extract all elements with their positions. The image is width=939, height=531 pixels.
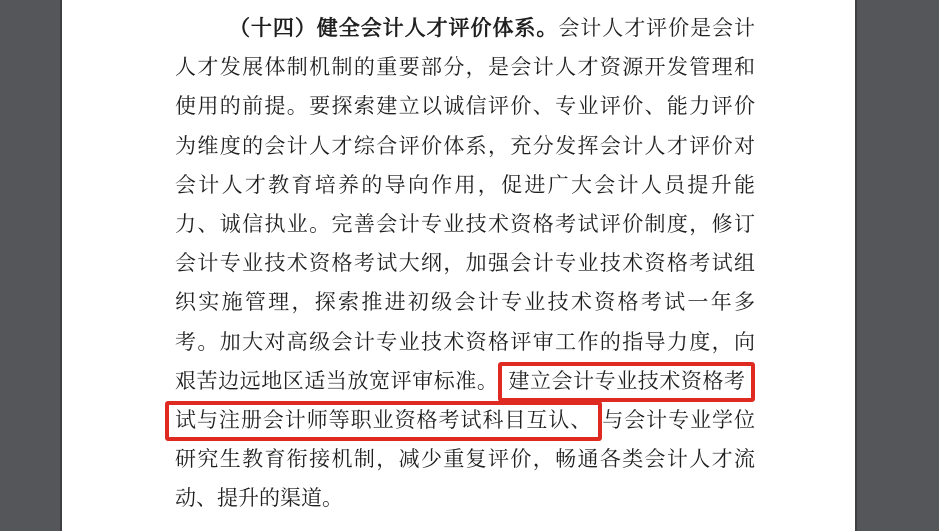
- section-heading: （十四）健全会计人才评价体系。: [228, 16, 559, 40]
- paragraph-indent: [175, 34, 228, 35]
- highlight-box-2: 试与注册会计师等职业资格考试科目互认、: [165, 401, 602, 441]
- text-line-11: [175, 401, 755, 440]
- line-text: 织实施管理，探索推进初级会计专业技术资格考试一年多: [175, 290, 755, 315]
- line-text: 艰苦边远地区适当放宽评审标准。: [175, 368, 499, 393]
- text-line-9: [175, 323, 755, 362]
- line-text: 力、诚信执业。完善会计专业技术资格考试评价制度，修订: [175, 211, 755, 236]
- text-line-8: [175, 283, 755, 322]
- line-text: 研究生教育衔接机制，减少重复评价，畅通各类会计人才流: [175, 447, 755, 472]
- highlight-box-1: 建立会计专业技术资格考: [498, 362, 755, 402]
- viewer-left-margin: [0, 0, 62, 531]
- viewer-right-margin: [855, 0, 939, 531]
- line-text: 人才发展体制机制的重要部分，是会计人才资源开发管理和: [175, 55, 755, 80]
- text-line-7: [175, 244, 755, 283]
- text-line-3: [175, 87, 755, 126]
- line-text: 考。加大对高级会计专业技术资格评审工作的指导力度，向: [175, 329, 755, 354]
- line-text: 会计专业技术资格考试大纲，加强会计专业技术资格考试组: [175, 251, 755, 276]
- text-line-5: [175, 166, 755, 205]
- document-page: [62, 0, 855, 531]
- text-line-12: [175, 440, 755, 479]
- paragraph: [175, 9, 755, 518]
- line-text: 使用的前提。要探索建立以诚信评价、专业评价、能力评价: [175, 94, 755, 119]
- line-text: 会计人才教育培养的导向作用，促进广大会计人员提升能: [175, 172, 755, 197]
- text-line-10: [175, 362, 755, 401]
- line-text: 与会计专业学位: [602, 407, 756, 432]
- text-line-13: [175, 479, 755, 518]
- line-text: 动、提升的渠道。: [175, 486, 343, 511]
- text-line-4: [175, 127, 755, 166]
- text-line-2: [175, 48, 755, 87]
- text-line-1: [175, 9, 755, 48]
- line-text: 会计人才评价是会计: [558, 16, 756, 40]
- text-line-6: [175, 205, 755, 244]
- line-text: 为维度的会计人才综合评价体系，充分发挥会计人才评价对: [175, 133, 755, 158]
